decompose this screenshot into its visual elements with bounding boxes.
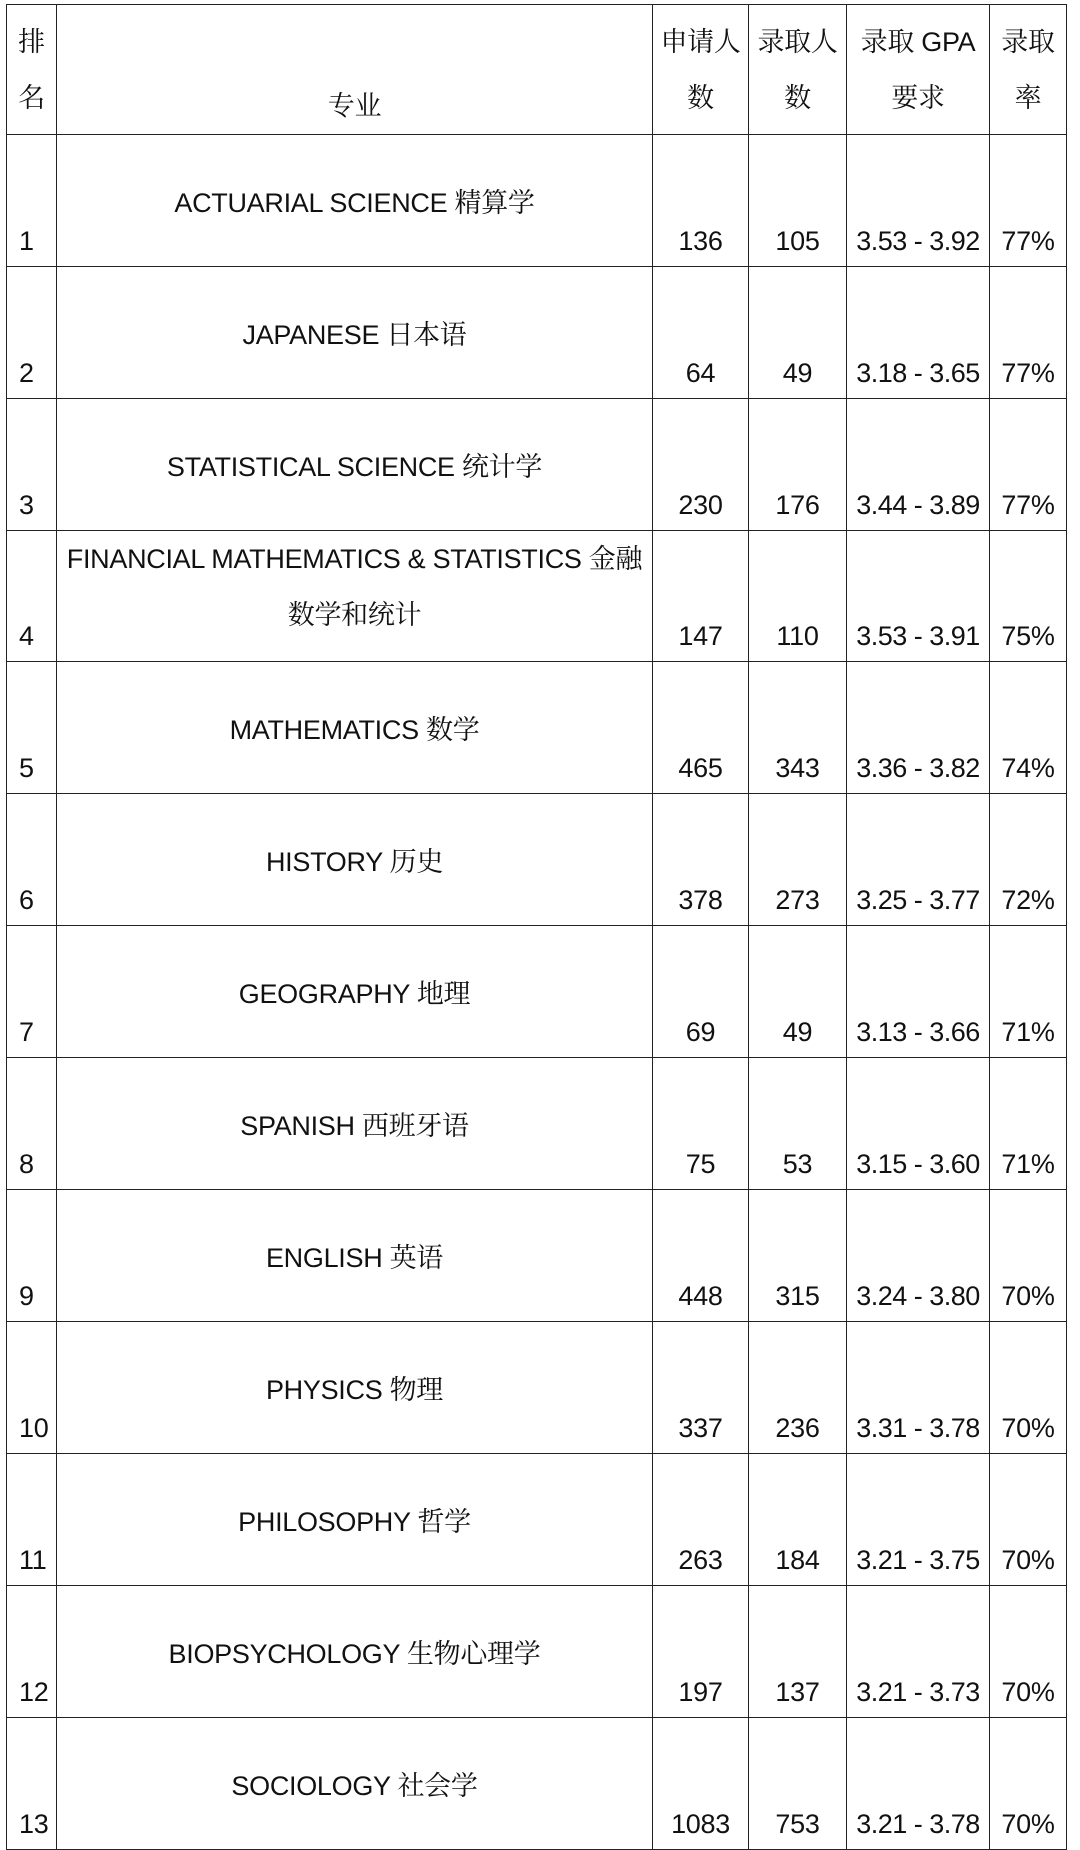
rate-cell: 75% bbox=[990, 531, 1067, 662]
rank-cell: 2 bbox=[7, 267, 57, 399]
major-cell: GEOGRAPHY 地理 bbox=[57, 926, 653, 1058]
table-row bbox=[7, 399, 1067, 531]
table-row bbox=[7, 1322, 1067, 1454]
rate-cell: 70% bbox=[990, 1322, 1067, 1454]
gpa-cell: 3.15 - 3.60 bbox=[847, 1058, 990, 1190]
admitted-cell: 137 bbox=[749, 1586, 847, 1718]
gpa-cell: 3.21 - 3.78 bbox=[847, 1718, 990, 1850]
rank-cell: 6 bbox=[7, 794, 57, 926]
applicants-cell: 378 bbox=[653, 794, 749, 926]
gpa-cell: 3.21 - 3.75 bbox=[847, 1454, 990, 1586]
table-row bbox=[7, 1718, 1067, 1850]
rate-cell: 74% bbox=[990, 662, 1067, 794]
major-cell: STATISTICAL SCIENCE 统计学 bbox=[57, 399, 653, 531]
major-cell: SPANISH 西班牙语 bbox=[57, 1058, 653, 1190]
table-row bbox=[7, 1454, 1067, 1586]
admitted-cell: 315 bbox=[749, 1190, 847, 1322]
rank-cell: 9 bbox=[7, 1190, 57, 1322]
rate-cell: 77% bbox=[990, 135, 1067, 267]
applicants-cell: 230 bbox=[653, 399, 749, 531]
admitted-cell: 110 bbox=[749, 531, 847, 662]
major-cell: HISTORY 历史 bbox=[57, 794, 653, 926]
admitted-cell: 176 bbox=[749, 399, 847, 531]
applicants-cell: 136 bbox=[653, 135, 749, 267]
admitted-cell: 184 bbox=[749, 1454, 847, 1586]
admitted-cell: 105 bbox=[749, 135, 847, 267]
admitted-cell: 49 bbox=[749, 267, 847, 399]
rank-cell: 1 bbox=[7, 135, 57, 267]
rank-cell: 4 bbox=[7, 531, 57, 662]
major-cell: MATHEMATICS 数学 bbox=[57, 662, 653, 794]
header-applicants: 申请人数 bbox=[653, 5, 749, 135]
gpa-cell: 3.53 - 3.92 bbox=[847, 135, 990, 267]
table-row bbox=[7, 926, 1067, 1058]
applicants-cell: 75 bbox=[653, 1058, 749, 1190]
gpa-cell: 3.31 - 3.78 bbox=[847, 1322, 990, 1454]
applicants-cell: 197 bbox=[653, 1586, 749, 1718]
major-cell: FINANCIAL MATHEMATICS & STATISTICS 金融数学和统计 bbox=[57, 531, 653, 662]
admitted-cell: 753 bbox=[749, 1718, 847, 1850]
gpa-cell: 3.13 - 3.66 bbox=[847, 926, 990, 1058]
table-row bbox=[7, 267, 1067, 399]
applicants-cell: 465 bbox=[653, 662, 749, 794]
header-gpa: 录取 GPA 要求 bbox=[847, 5, 990, 135]
table-row bbox=[7, 794, 1067, 926]
rank-cell: 12 bbox=[7, 1586, 57, 1718]
major-cell: PHYSICS 物理 bbox=[57, 1322, 653, 1454]
rank-cell: 3 bbox=[7, 399, 57, 531]
major-cell: PHILOSOPHY 哲学 bbox=[57, 1454, 653, 1586]
table-row bbox=[7, 135, 1067, 267]
gpa-cell: 3.44 - 3.89 bbox=[847, 399, 990, 531]
table-row bbox=[7, 1058, 1067, 1190]
rank-cell: 10 bbox=[7, 1322, 57, 1454]
applicants-cell: 147 bbox=[653, 531, 749, 662]
header-rate: 录取率 bbox=[990, 5, 1067, 135]
table-row bbox=[7, 662, 1067, 794]
rate-cell: 77% bbox=[990, 267, 1067, 399]
rate-cell: 71% bbox=[990, 1058, 1067, 1190]
rank-cell: 7 bbox=[7, 926, 57, 1058]
table-row bbox=[7, 1586, 1067, 1718]
applicants-cell: 337 bbox=[653, 1322, 749, 1454]
major-cell: ENGLISH 英语 bbox=[57, 1190, 653, 1322]
major-cell: BIOPSYCHOLOGY 生物心理学 bbox=[57, 1586, 653, 1718]
admitted-cell: 49 bbox=[749, 926, 847, 1058]
applicants-cell: 263 bbox=[653, 1454, 749, 1586]
rank-cell: 8 bbox=[7, 1058, 57, 1190]
rate-cell: 72% bbox=[990, 794, 1067, 926]
major-cell: SOCIOLOGY 社会学 bbox=[57, 1718, 653, 1850]
header-admitted: 录取人数 bbox=[749, 5, 847, 135]
table-header-row bbox=[7, 5, 1067, 135]
rank-cell: 11 bbox=[7, 1454, 57, 1586]
admission-rate-table bbox=[6, 4, 1067, 1850]
header-rank: 排名 bbox=[7, 5, 57, 135]
table-row bbox=[7, 1190, 1067, 1322]
gpa-cell: 3.21 - 3.73 bbox=[847, 1586, 990, 1718]
rank-cell: 13 bbox=[7, 1718, 57, 1850]
rate-cell: 71% bbox=[990, 926, 1067, 1058]
applicants-cell: 64 bbox=[653, 267, 749, 399]
applicants-cell: 448 bbox=[653, 1190, 749, 1322]
admitted-cell: 236 bbox=[749, 1322, 847, 1454]
admitted-cell: 53 bbox=[749, 1058, 847, 1190]
admitted-cell: 273 bbox=[749, 794, 847, 926]
header-major: 专业 bbox=[57, 5, 653, 135]
rate-cell: 70% bbox=[990, 1718, 1067, 1850]
rate-cell: 70% bbox=[990, 1190, 1067, 1322]
rate-cell: 70% bbox=[990, 1454, 1067, 1586]
admitted-cell: 343 bbox=[749, 662, 847, 794]
gpa-cell: 3.24 - 3.80 bbox=[847, 1190, 990, 1322]
applicants-cell: 69 bbox=[653, 926, 749, 1058]
gpa-cell: 3.53 - 3.91 bbox=[847, 531, 990, 662]
gpa-cell: 3.25 - 3.77 bbox=[847, 794, 990, 926]
major-cell: ACTUARIAL SCIENCE 精算学 bbox=[57, 135, 653, 267]
major-cell: JAPANESE 日本语 bbox=[57, 267, 653, 399]
applicants-cell: 1083 bbox=[653, 1718, 749, 1850]
table-row bbox=[7, 531, 1067, 662]
rank-cell: 5 bbox=[7, 662, 57, 794]
gpa-cell: 3.36 - 3.82 bbox=[847, 662, 990, 794]
rate-cell: 77% bbox=[990, 399, 1067, 531]
gpa-cell: 3.18 - 3.65 bbox=[847, 267, 990, 399]
rate-cell: 70% bbox=[990, 1586, 1067, 1718]
